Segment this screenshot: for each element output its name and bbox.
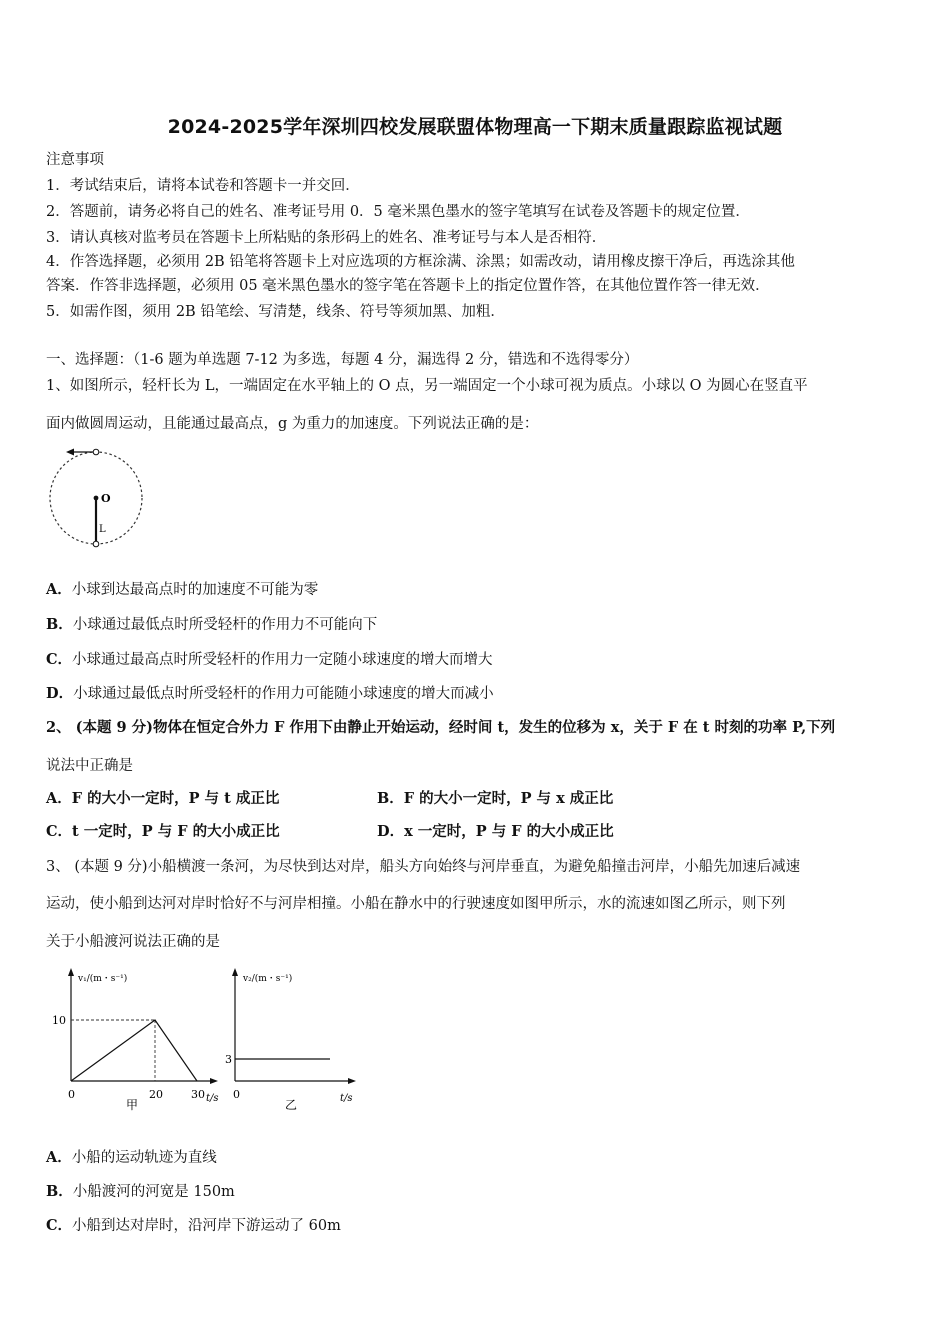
ball-dot	[93, 541, 99, 547]
q1-option-c[interactable]	[46, 650, 493, 670]
option-letter: B．	[46, 1183, 73, 1200]
question-1-text: 面内做圆周运动，且能通过最高点，g 为重力的加速度。下列说法正确的是：	[46, 416, 539, 432]
question-2-text: 说法中正确是	[46, 758, 133, 774]
label-o: O	[101, 492, 111, 505]
option-letter: C．	[46, 1217, 73, 1234]
y-tick-label: 3	[225, 1053, 232, 1066]
question-2-text: 2、 (本题 9 分)物体在恒定合外力 F 作用下由静止开始运动，经时间 t，发生的位移为 x，关于 F 在 t 时刻的功率 P,下列	[46, 719, 836, 736]
x-axis-label: t/s	[340, 1093, 353, 1104]
option-letter: D．	[377, 823, 405, 840]
q2-option-a[interactable]	[46, 789, 279, 809]
notice-heading: 注意事项	[46, 152, 104, 168]
y-axis-label: v₁/(m・s⁻¹)	[78, 974, 128, 984]
option-letter: A．	[46, 1149, 72, 1166]
chart-yi	[224, 966, 364, 1120]
notice-item: 1．考试结束后，请将本试卷和答题卡一并交回．	[46, 178, 360, 194]
q3-option-b[interactable]	[46, 1182, 235, 1202]
q1-option-d[interactable]	[46, 684, 494, 704]
q1-option-b[interactable]	[46, 615, 377, 635]
option-text: 小船渡河的河宽是 150m	[72, 1184, 235, 1200]
section-heading: 一、选择题：（1-6 题为单选题 7-12 为多选，每题 4 分，漏选得 2 分，错选和不选得零分）	[46, 352, 639, 368]
question-3-text: 运动，使小船到达河对岸时恰好不与河岸相撞。小船在静水中的行驶速度如图甲所示，水的流速如图乙所示，则下列	[46, 896, 786, 912]
option-letter: C．	[46, 651, 73, 668]
y-axis-arrow-icon	[68, 968, 74, 976]
label-l: L	[99, 524, 106, 535]
origin-label: 0	[68, 1088, 75, 1101]
notice-item: 3．请认真核对监考员在答题卡上所粘贴的条形码上的姓名、准考证号与本人是否相符．	[46, 230, 607, 246]
page-title: 2024-2025学年深圳四校发展联盟体物理高一下期末质量跟踪监视试题	[167, 116, 783, 138]
q2-option-b[interactable]	[377, 789, 613, 809]
x-tick-label: 30	[191, 1088, 205, 1101]
option-letter: C．	[46, 823, 73, 840]
pivot-dot	[94, 496, 99, 501]
chart-jia	[46, 966, 226, 1120]
option-letter: A．	[46, 581, 72, 598]
chart-name: 乙	[285, 1098, 298, 1112]
option-text: t 一定时，P 与 F 的大小成正比	[72, 823, 280, 840]
option-letter: B．	[377, 790, 404, 807]
option-letter: D．	[46, 685, 74, 702]
option-text: 小球通过最低点时所受轻杆的作用力不可能向下	[72, 617, 378, 633]
y-axis-label: v₂/(m・s⁻¹)	[243, 974, 293, 984]
notice-item: 2．答题前，请务必将自己的姓名、准考证号用 0．5 毫米黑色墨水的签字笔填写在试卷及答题卡的规定位置．	[46, 204, 750, 220]
y-tick-label: 10	[52, 1014, 66, 1027]
option-text: 小球通过最高点时所受轻杆的作用力一定随小球速度的增大而增大	[72, 652, 493, 668]
arrow-head-icon	[66, 449, 74, 456]
option-text: x 一定时，P 与 F 的大小成正比	[404, 823, 614, 840]
option-text: 小球通过最低点时所受轻杆的作用力可能随小球速度的增大而减小	[73, 686, 494, 702]
q3-option-a[interactable]	[46, 1148, 217, 1168]
notice-item: 4．作答选择题，必须用 2B 铅笔将答题卡上对应选项的方框涂满、涂黑；如需改动，请用橡皮擦干净后，再选涂其他	[46, 254, 795, 270]
q2-option-d[interactable]	[377, 822, 614, 842]
question-3-text: 关于小船渡河说法正确的是	[46, 934, 220, 950]
option-text: 小船的运动轨迹为直线	[71, 1150, 217, 1166]
option-text: F 的大小一定时，P 与 t 成正比	[71, 790, 280, 807]
chart-name: 甲	[126, 1098, 139, 1112]
origin-label: 0	[233, 1088, 240, 1101]
option-text: 小船到达对岸时，沿河岸下游运动了 60m	[72, 1218, 341, 1234]
option-text: 小球到达最高点时的加速度不可能为零	[71, 582, 319, 598]
x-tick-label: 20	[149, 1088, 163, 1101]
x-axis-label: t/s	[206, 1093, 219, 1104]
option-letter: B．	[46, 616, 73, 633]
q2-option-c[interactable]	[46, 822, 280, 842]
q1-circle-figure	[46, 446, 146, 558]
question-3-text: 3、 (本题 9 分)小船横渡一条河，为尽快到达对岸，船头方向始终与河岸垂直，为避免船撞击河岸，小船先加速后减速	[46, 859, 801, 875]
q3-option-c[interactable]	[46, 1216, 341, 1236]
y-axis-arrow-icon	[232, 968, 238, 976]
option-text: F 的大小一定时，P 与 x 成正比	[403, 790, 614, 807]
top-point-dot	[93, 449, 99, 455]
notice-item: 5．如需作图，须用 2B 铅笔绘、写清楚，线条、符号等须加黑、加粗．	[46, 304, 505, 320]
question-1-text: 1、如图所示，轻杆长为 L，一端固定在水平轴上的 O 点，另一端固定一个小球可视为质点。小球以 O 为圆心在竖直平	[46, 378, 808, 394]
v1-series-line	[71, 1020, 197, 1081]
notice-item: 答案．作答非选择题，必须用 05 毫米黑色墨水的签字笔在答题卡上的指定位置作答，在其他位置作答一律无效．	[46, 278, 770, 294]
x-axis-arrow-icon	[210, 1078, 218, 1084]
x-axis-arrow-icon	[348, 1078, 356, 1084]
q1-option-a[interactable]	[46, 580, 318, 600]
option-letter: A．	[46, 790, 72, 807]
